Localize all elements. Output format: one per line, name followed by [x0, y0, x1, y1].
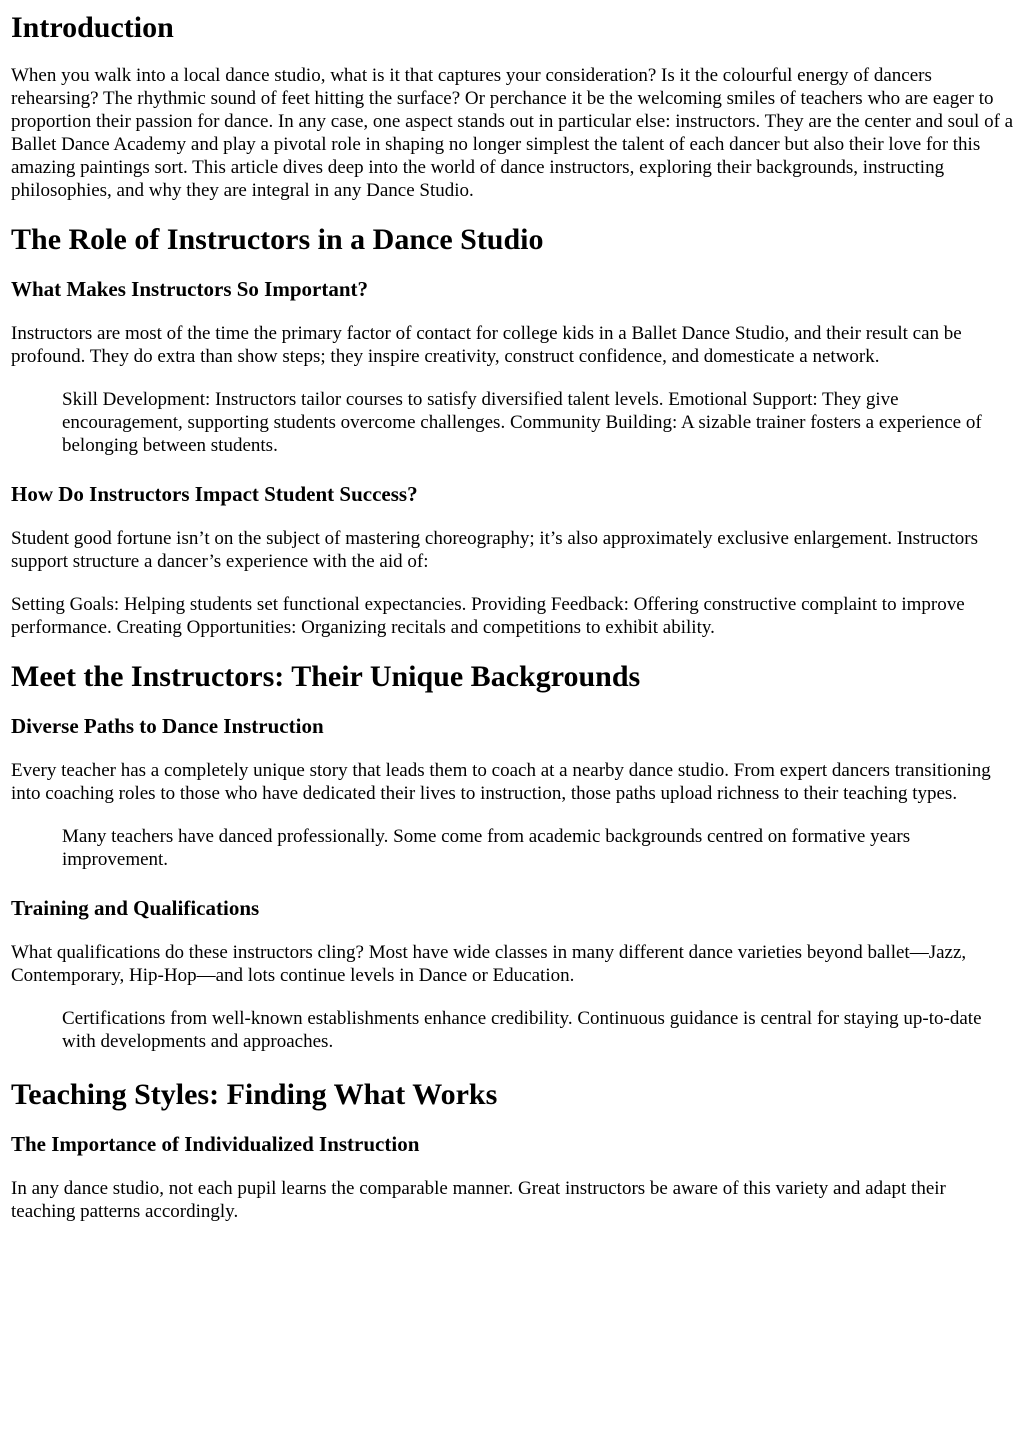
heading-role-of-instructors: The Role of Instructors in a Dance Studio [11, 223, 544, 256]
paragraph-individualized-instruction: In any dance studio, not each pupil learns the comparable manner. Great instructors be aware of this variety and adapt their teaching patterns accordingly. [11, 1178, 946, 1222]
paragraph-training-qualifications: What qualifications do these instructors cling? Most have wide classes in many different dance varieties beyond ballet—Jazz, Contemporary, Hip-Hop—and lots continue levels in Dance or Education. [11, 942, 967, 986]
heading-teaching-styles: Teaching Styles: Finding What Works [11, 1078, 498, 1111]
heading-introduction: Introduction [11, 11, 174, 44]
paragraph-instructors-importance: Instructors are most of the time the primary factor of contact for college kids in a Ballet Dance Studio, and their result can be profound. They do extra than show steps; they inspire creativity, construct confidence, and domesticate a network. [11, 323, 962, 367]
subheading-diverse-paths: Diverse Paths to Dance Instruction [11, 714, 324, 738]
subheading-individualized-instruction: The Importance of Individualized Instruction [11, 1132, 420, 1156]
quote-certifications: Certifications from well-known establishments enhance credibility. Continuous guidance is central for staying up-to-date with developments and approaches. [62, 1008, 982, 1052]
subheading-student-success: How Do Instructors Impact Student Success? [11, 482, 418, 506]
paragraph-student-success: Student good fortune isn’t on the subject of mastering choreography; it’s also approximately exclusive enlargement. Instructors support structure a dancer’s experience with the aid of: [11, 528, 979, 572]
quote-skill-development: Skill Development: Instructors tailor courses to satisfy diversified talent levels. Emotional Support: They give encouragement, supporting students overcome challenges. Community Building: A sizable trainer fosters a experience of belonging between students. [62, 389, 982, 456]
paragraph-introduction: When you walk into a local dance studio, what is it that captures your consideration? Is it the colourful energy of dancers rehearsing? The rhythmic sound of feet hitting the surface? Or perchance it be the welcoming smiles of teachers who are eager to proportion their passion for dance. In any case, one aspect stands out in particular else: instructors. They are the center and soul of a Ballet Dance Academy and play a pivotal role in shaping no longer simplest the talent of each dancer but also their love for this amazing paintings sort. This article dives deep into the world of dance instructors, exploring their backgrounds, instructing philosophies, and why they are integral in any Dance Studio. [11, 65, 1014, 201]
paragraph-diverse-paths: Every teacher has a completely unique story that leads them to coach at a nearby dance studio. From expert dancers transitioning into coaching roles to those who have dedicated their lives to instruction, those paths upload richness to their teaching types. [11, 760, 991, 804]
paragraph-setting-goals: Setting Goals: Helping students set functional expectancies. Providing Feedback: Offering constructive complaint to improve performance. Creating Opportunities: Organizing recitals and competitions to exhibit ability. [11, 594, 965, 638]
subheading-training-qualifications: Training and Qualifications [11, 896, 260, 920]
subheading-what-makes-instructors-important: What Makes Instructors So Important? [11, 277, 368, 301]
quote-danced-professionally: Many teachers have danced professionally. Some come from academic backgrounds centred on formative years improvement. [62, 826, 911, 870]
heading-meet-the-instructors: Meet the Instructors: Their Unique Backgrounds [11, 660, 641, 693]
